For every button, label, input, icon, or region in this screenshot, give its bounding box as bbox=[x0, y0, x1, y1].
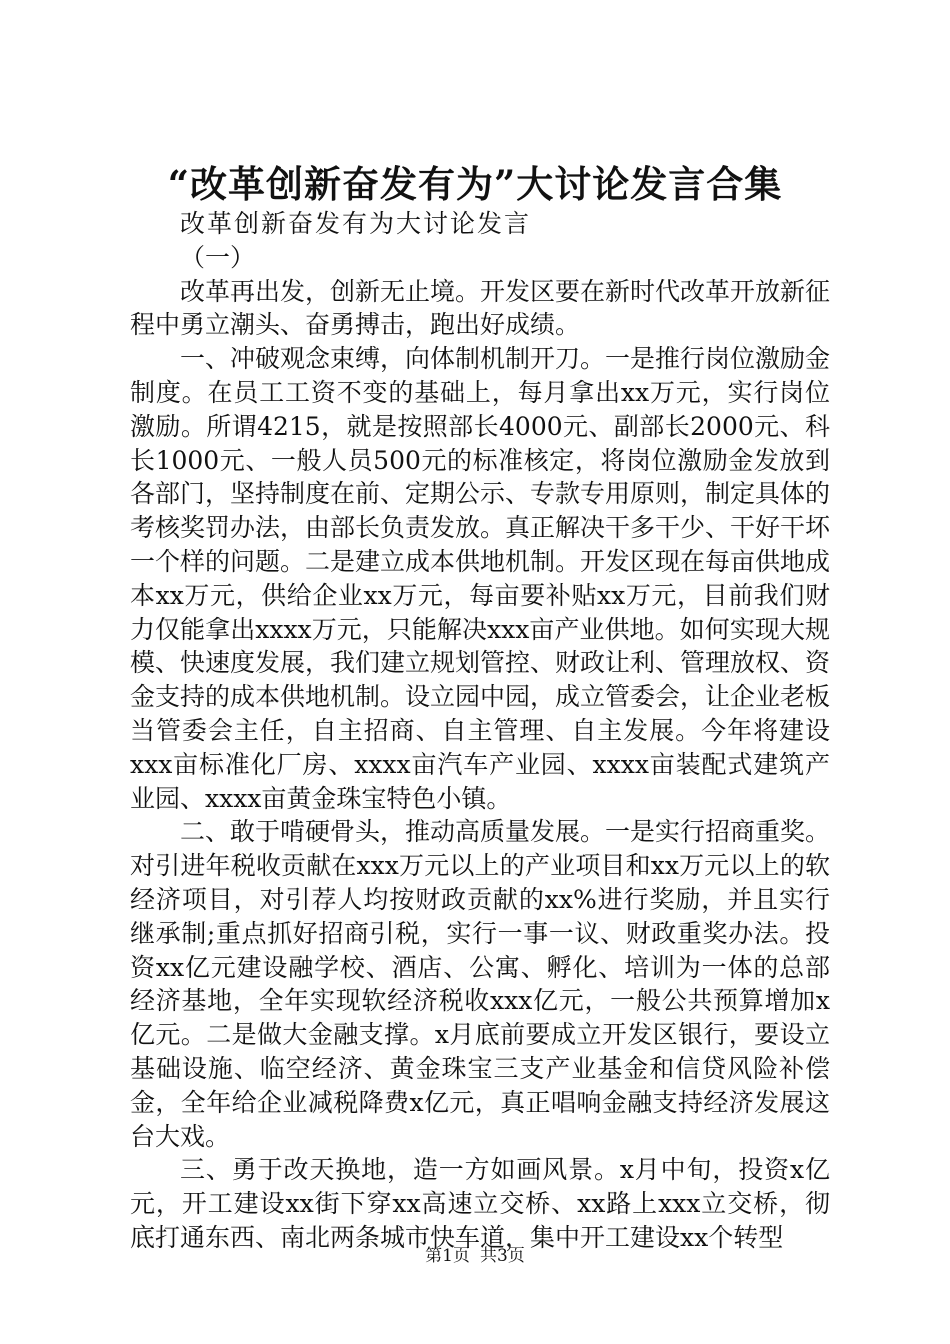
page-total: 共3页 bbox=[480, 1246, 525, 1266]
paragraph-intro: 改革再出发，创新无止境。开发区要在新时代改革开放新征程中勇立潮头、奋勇搏击，跑出好成绩。 bbox=[130, 276, 831, 340]
page-number: 第1页 bbox=[425, 1246, 470, 1266]
paragraph-section-one: 一、冲破观念束缚，向体制机制开刀。一是推行岗位激励金制度。在员工工资不变的基础上，每月拿出xx万元，实行岗位激励。所谓4215，就是按照部长4000元、副部长2000元、科长1000元、一般人员500元的标准核定，将岗位激励金发放到各部门，坚持制度在前、定期公示、专款专用原则，制定具体的考核奖罚办法，由部长负责发放。真正解决干多干少、干好干坏一个样的问题。二是建立成本供地机制。开发区现在每亩供地成本xx万元，供给企业xx万元，每亩要补贴xx万元，目前我们财力仅能拿出xxxx万元，只能解决xxx亩产业供地。如何实现大规模、快速度发展，我们建立规划管控、财政让利、管理放权、资金支持的成本供地机制。设立园中园，成立管委会，让企业老板当管委会主任，自主招商、自主管理、自主发展。今年将建设xxx亩标准化厂房、xxxx亩汽车产业园、xxxx亩装配式建筑产业园、xxxx亩黄金珠宝特色小镇。 bbox=[130, 344, 831, 813]
document-subtitle: 改革创新奋发有为大讨论发言 bbox=[180, 209, 532, 238]
paragraph-section-three: 三、勇于改天换地，造一方如画风景。x月中旬，投资x亿元，开工建设xx街下穿xx高速立交桥、xx路上xxx立交桥，彻底打通东西、南北两条城市快车道，集中开工建设xx个转型 bbox=[130, 1155, 830, 1252]
paragraph-section-two: 二、敢于啃硬骨头，推动高质量发展。一是实行招商重奖。对引进年税收贡献在xxx万元以上的产业项目和xx万元以上的软经济项目，对引荐人均按财政贡献的xx%进行奖励，并且实行继承制;重点抓好招商引税，实行一事一议、财政重奖办法。投资xx亿元建设融学校、酒店、公寓、孵化、培训为一体的总部经济基地，全年实现软经济税收xxx亿元，一般公共预算增加x亿元。二是做大金融支撑。x月底前要成立开发区银行，要设立基础设施、临空经济、黄金珠宝三支产业基金和信贷风险补偿金，全年给企业减税降费x亿元，真正唱响金融支持经济发展这台大戏。 bbox=[130, 817, 831, 1151]
page-footer bbox=[0, 1244, 950, 1268]
section-number: （一） bbox=[180, 242, 256, 272]
document-body bbox=[130, 207, 830, 1255]
document-title: “改革创新奋发有为”大讨论发言合集 bbox=[167, 162, 783, 206]
